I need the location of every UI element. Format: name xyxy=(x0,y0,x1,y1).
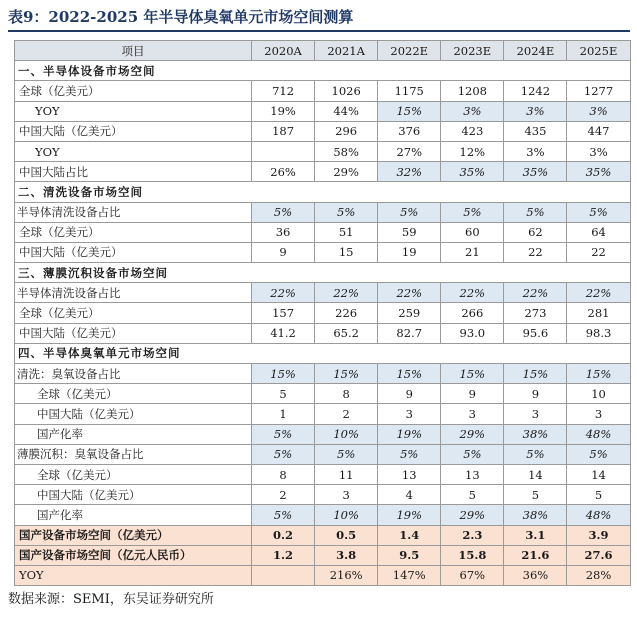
data-cell: 447 xyxy=(567,121,630,141)
data-cell: 259 xyxy=(378,303,441,323)
data-cell: 35% xyxy=(504,162,567,182)
data-cell: 5% xyxy=(378,202,441,222)
data-cell: 423 xyxy=(441,121,504,141)
data-cell: 22% xyxy=(378,283,441,303)
data-cell: 3 xyxy=(441,404,504,424)
column-header: 2020A xyxy=(252,41,315,61)
data-cell: 3 xyxy=(378,404,441,424)
data-cell: 187 xyxy=(252,121,315,141)
data-cell: 22% xyxy=(315,283,378,303)
data-cell: 2 xyxy=(315,404,378,424)
data-cell: 9 xyxy=(504,384,567,404)
data-cell: 5% xyxy=(504,444,567,464)
data-cell: 98.3 xyxy=(567,323,630,343)
data-cell: 5 xyxy=(567,485,630,505)
table-row xyxy=(15,141,631,161)
data-cell: 1175 xyxy=(378,81,441,101)
summary-cell: 2.3 xyxy=(441,525,504,545)
data-cell: 5 xyxy=(441,485,504,505)
data-cell: 15% xyxy=(441,364,504,384)
data-cell: 14 xyxy=(504,464,567,484)
summary-cell: 1.2 xyxy=(252,545,315,565)
row-label: 清洗：臭氧设备占比 xyxy=(15,364,252,384)
data-cell: 5% xyxy=(441,444,504,464)
row-label: 中国大陆占比 xyxy=(15,162,252,182)
data-cell: 48% xyxy=(567,424,630,444)
title-underline xyxy=(8,30,630,32)
summary-row xyxy=(15,525,631,545)
data-cell: 10% xyxy=(315,505,378,525)
summary-cell: 27.6 xyxy=(567,545,630,565)
data-cell: 22 xyxy=(504,242,567,262)
data-cell: 435 xyxy=(504,121,567,141)
section-header-row xyxy=(15,61,631,81)
data-cell: 3 xyxy=(504,404,567,424)
data-cell: 10 xyxy=(567,384,630,404)
table-row xyxy=(15,121,631,141)
data-cell: 5% xyxy=(252,424,315,444)
data-cell: 5% xyxy=(441,202,504,222)
table-row xyxy=(15,364,631,384)
data-cell: 5% xyxy=(252,505,315,525)
row-label: 全球（亿美元） xyxy=(15,384,252,404)
data-cell: 41.2 xyxy=(252,323,315,343)
data-cell: 82.7 xyxy=(378,323,441,343)
data-cell: 5% xyxy=(315,444,378,464)
table-row xyxy=(15,323,631,343)
row-label: 半导体清洗设备占比 xyxy=(15,202,252,222)
data-cell: 9 xyxy=(441,384,504,404)
column-header: 2021A xyxy=(315,41,378,61)
table-row xyxy=(15,444,631,464)
data-cell: 273 xyxy=(504,303,567,323)
section-header-row xyxy=(15,263,631,283)
column-header: 2023E xyxy=(441,41,504,61)
row-label: 中国大陆（亿美元） xyxy=(15,121,252,141)
data-cell: 9 xyxy=(252,242,315,262)
data-cell: 10% xyxy=(315,424,378,444)
data-cell: 5% xyxy=(378,444,441,464)
data-cell: 4 xyxy=(378,485,441,505)
data-cell: 226 xyxy=(315,303,378,323)
summary-cell: 3.9 xyxy=(567,525,630,545)
summary-cell: 0.2 xyxy=(252,525,315,545)
data-cell: 29% xyxy=(441,505,504,525)
summary-label: 国产设备市场空间（亿美元） xyxy=(15,525,252,545)
section-title: 四、半导体臭氧单元市场空间 xyxy=(15,343,631,363)
summary-label: YOY xyxy=(15,565,252,585)
table-row xyxy=(15,283,631,303)
data-cell: 5% xyxy=(315,202,378,222)
data-cell: 1208 xyxy=(441,81,504,101)
data-cell: 2 xyxy=(252,485,315,505)
data-cell: 29% xyxy=(315,162,378,182)
summary-cell: 0.5 xyxy=(315,525,378,545)
summary-cell: 147% xyxy=(378,565,441,585)
row-label: 国产化率 xyxy=(15,424,252,444)
data-cell: 64 xyxy=(567,222,630,242)
row-label: 中国大陆（亿美元） xyxy=(15,323,252,343)
summary-cell: 3.8 xyxy=(315,545,378,565)
data-cell: 59 xyxy=(378,222,441,242)
data-cell: 1026 xyxy=(315,81,378,101)
data-cell: 44% xyxy=(315,101,378,121)
data-cell: 38% xyxy=(504,424,567,444)
data-cell: 62 xyxy=(504,222,567,242)
data-cell: 3% xyxy=(504,101,567,121)
data-cell: 14 xyxy=(567,464,630,484)
data-cell: 11 xyxy=(315,464,378,484)
data-cell: 5% xyxy=(504,202,567,222)
data-cell: 15% xyxy=(252,364,315,384)
data-cell: 27% xyxy=(378,141,441,161)
summary-cell: 1.4 xyxy=(378,525,441,545)
data-cell: 19% xyxy=(378,424,441,444)
data-cell: 9 xyxy=(378,384,441,404)
data-cell: 3% xyxy=(441,101,504,121)
summary-cell: 3.1 xyxy=(504,525,567,545)
data-cell: 13 xyxy=(441,464,504,484)
data-cell: 60 xyxy=(441,222,504,242)
summary-cell: 67% xyxy=(441,565,504,585)
section-header-row xyxy=(15,343,631,363)
data-cell xyxy=(252,141,315,161)
summary-row xyxy=(15,565,631,585)
summary-cell: 15.8 xyxy=(441,545,504,565)
section-title: 三、薄膜沉积设备市场空间 xyxy=(15,263,631,283)
table-row xyxy=(15,404,631,424)
summary-cell: 36% xyxy=(504,565,567,585)
section-title: 一、半导体设备市场空间 xyxy=(15,61,631,81)
table-row xyxy=(15,222,631,242)
table-row xyxy=(15,505,631,525)
source-note: 数据来源：SEMI，东吴证券研究所 xyxy=(8,592,214,607)
data-cell: 5% xyxy=(567,202,630,222)
data-cell: 29% xyxy=(441,424,504,444)
data-cell: 26% xyxy=(252,162,315,182)
row-label: 薄膜沉积：臭氧设备占比 xyxy=(15,444,252,464)
table-row xyxy=(15,424,631,444)
column-header: 项目 xyxy=(15,41,252,61)
data-cell: 157 xyxy=(252,303,315,323)
row-label: 中国大陆（亿美元） xyxy=(15,242,252,262)
market-size-table xyxy=(14,40,631,586)
summary-cell xyxy=(252,565,315,585)
data-cell: 32% xyxy=(378,162,441,182)
table-row xyxy=(15,384,631,404)
table-row xyxy=(15,485,631,505)
data-cell: 22% xyxy=(504,283,567,303)
data-cell: 296 xyxy=(315,121,378,141)
data-cell: 48% xyxy=(567,505,630,525)
summary-cell: 21.6 xyxy=(504,545,567,565)
data-cell: 281 xyxy=(567,303,630,323)
data-cell: 58% xyxy=(315,141,378,161)
data-cell: 8 xyxy=(315,384,378,404)
data-cell: 1 xyxy=(252,404,315,424)
data-cell: 5% xyxy=(252,444,315,464)
data-cell: 5 xyxy=(252,384,315,404)
data-cell: 36 xyxy=(252,222,315,242)
row-label: 全球（亿美元） xyxy=(15,464,252,484)
section-header-row xyxy=(15,182,631,202)
table-row xyxy=(15,162,631,182)
data-cell: 15% xyxy=(315,364,378,384)
row-label: YOY xyxy=(15,101,252,121)
data-cell: 3 xyxy=(567,404,630,424)
data-cell: 15% xyxy=(567,364,630,384)
summary-row xyxy=(15,545,631,565)
row-label: 国产化率 xyxy=(15,505,252,525)
row-label: 半导体清洗设备占比 xyxy=(15,283,252,303)
data-cell: 35% xyxy=(441,162,504,182)
data-cell: 22% xyxy=(252,283,315,303)
data-cell: 15% xyxy=(504,364,567,384)
data-cell: 22 xyxy=(567,242,630,262)
data-cell: 1277 xyxy=(567,81,630,101)
table-title: 表9：2022-2025 年半导体臭氧单元市场空间测算 xyxy=(8,8,354,26)
table-row xyxy=(15,303,631,323)
data-cell: 5% xyxy=(567,444,630,464)
data-cell: 93.0 xyxy=(441,323,504,343)
row-label: 全球（亿美元） xyxy=(15,222,252,242)
row-label: 全球（亿美元） xyxy=(15,81,252,101)
table-row xyxy=(15,202,631,222)
row-label: 全球（亿美元） xyxy=(15,303,252,323)
row-label: 中国大陆（亿美元） xyxy=(15,404,252,424)
data-cell: 21 xyxy=(441,242,504,262)
section-title: 二、清洗设备市场空间 xyxy=(15,182,631,202)
column-header: 2025E xyxy=(567,41,630,61)
data-cell: 5 xyxy=(504,485,567,505)
data-cell: 15 xyxy=(315,242,378,262)
data-cell: 8 xyxy=(252,464,315,484)
data-cell: 1242 xyxy=(504,81,567,101)
table-row xyxy=(15,464,631,484)
data-cell: 5% xyxy=(252,202,315,222)
data-cell: 51 xyxy=(315,222,378,242)
data-cell: 3% xyxy=(567,101,630,121)
summary-cell: 216% xyxy=(315,565,378,585)
data-cell: 19 xyxy=(378,242,441,262)
data-cell: 712 xyxy=(252,81,315,101)
data-cell: 19% xyxy=(252,101,315,121)
summary-cell: 28% xyxy=(567,565,630,585)
data-cell: 3% xyxy=(567,141,630,161)
data-cell: 12% xyxy=(441,141,504,161)
data-cell: 19% xyxy=(378,505,441,525)
summary-label: 国产设备市场空间（亿元人民币） xyxy=(15,545,252,565)
table-header-row xyxy=(15,41,631,61)
column-header: 2022E xyxy=(378,41,441,61)
data-cell: 15% xyxy=(378,101,441,121)
data-cell: 22% xyxy=(567,283,630,303)
data-cell: 65.2 xyxy=(315,323,378,343)
table-row xyxy=(15,81,631,101)
summary-cell: 9.5 xyxy=(378,545,441,565)
data-cell: 376 xyxy=(378,121,441,141)
table-body xyxy=(15,41,631,586)
data-cell: 15% xyxy=(378,364,441,384)
data-cell: 95.6 xyxy=(504,323,567,343)
data-cell: 35% xyxy=(567,162,630,182)
data-cell: 266 xyxy=(441,303,504,323)
data-cell: 13 xyxy=(378,464,441,484)
data-cell: 38% xyxy=(504,505,567,525)
table-row xyxy=(15,101,631,121)
data-cell: 3 xyxy=(315,485,378,505)
row-label: YOY xyxy=(15,141,252,161)
column-header: 2024E xyxy=(504,41,567,61)
data-cell: 22% xyxy=(441,283,504,303)
table-row xyxy=(15,242,631,262)
row-label: 中国大陆（亿美元） xyxy=(15,485,252,505)
data-cell: 3% xyxy=(504,141,567,161)
